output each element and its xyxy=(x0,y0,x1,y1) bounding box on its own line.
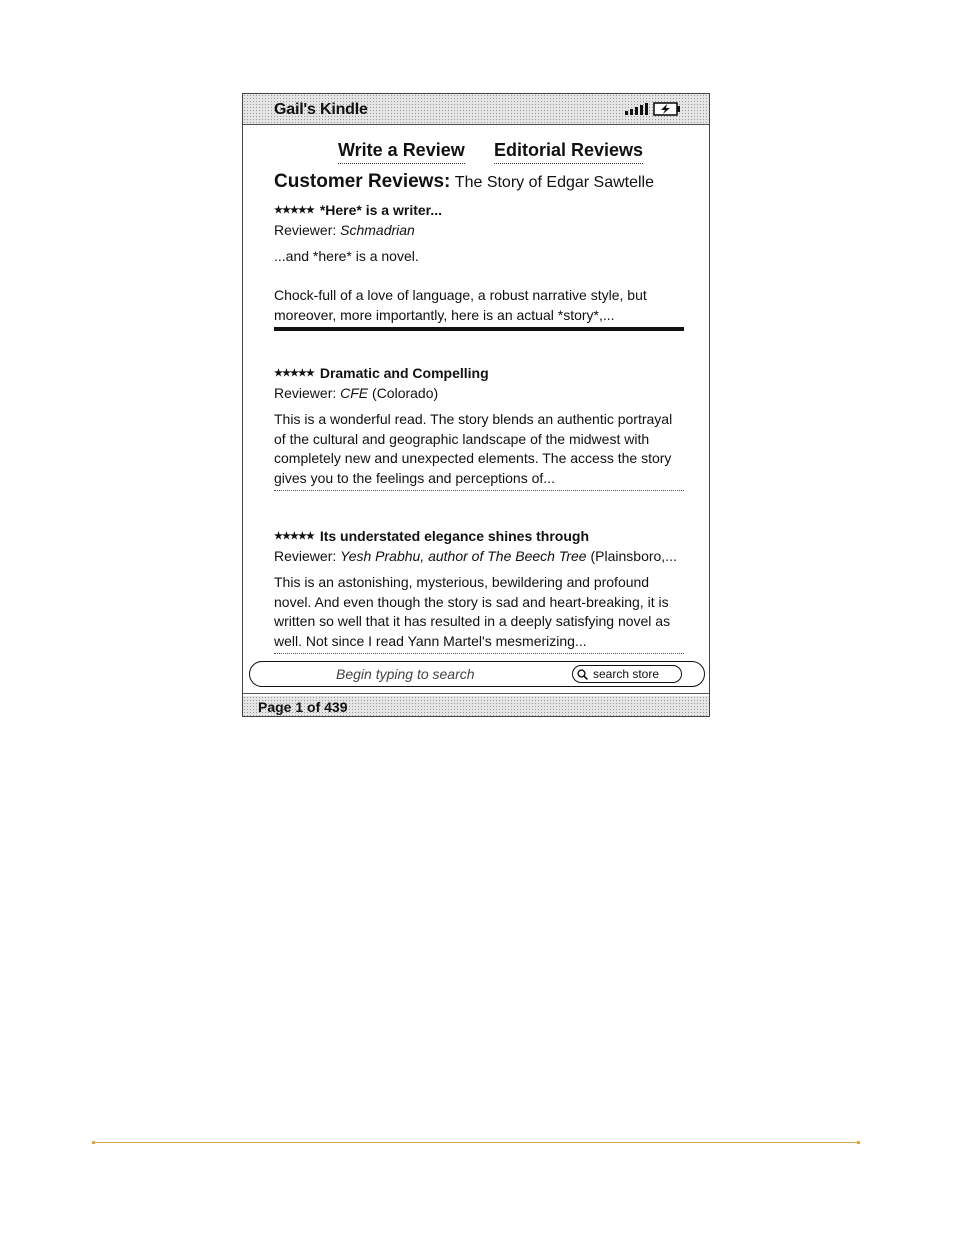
reviewer-label: Reviewer: xyxy=(274,547,337,564)
magnifier-icon xyxy=(577,669,588,680)
kindle-screen xyxy=(242,93,710,717)
search-store-button[interactable] xyxy=(572,665,682,683)
review-paragraph: This is a wonderful read. The story blends an authentic portrayal of the cultural and geographic landscape of the midwest with completely new and unexpected elements. The access the story gives you to the feelings and perceptions of... xyxy=(274,411,673,486)
review-item[interactable] xyxy=(274,364,684,491)
reviewer-name: Schmadrian xyxy=(340,221,415,238)
review-excerpt xyxy=(274,573,684,653)
search-bar[interactable] xyxy=(249,661,705,687)
footer-divider xyxy=(243,693,709,694)
review-excerpt xyxy=(274,410,684,490)
star-rating-icon: ★★★★★ xyxy=(274,531,314,542)
review-title: *Here* is a writer... xyxy=(319,202,443,218)
star-rating-icon: ★★★★★ xyxy=(274,205,314,216)
review-paragraph: ...and *here* is a novel. xyxy=(274,248,419,265)
page-title xyxy=(274,171,654,193)
title-bar xyxy=(243,94,709,125)
reviewer-line xyxy=(274,384,684,404)
review-paragraph: This is an astonishing, mysterious, bewildering and profound novel. And even though the story is sad and heart-breaking, it is written so well that it has resulted in a deeply satisfying novel as well. Not since I read Yann Martel's mesmerizing... xyxy=(274,574,671,649)
review-paragraph: Chock-full of a love of language, a robust narrative style, but moreover, more importantly, here is an actual *story*,... xyxy=(274,287,647,323)
page-footer-rule xyxy=(93,1142,859,1143)
search-store-label: search store xyxy=(593,667,660,681)
status-bar xyxy=(243,696,709,717)
write-review-link[interactable]: Write a Review xyxy=(338,140,465,164)
reviewer-line xyxy=(274,221,684,241)
device-name: Gail's Kindle xyxy=(274,101,368,118)
review-item[interactable] xyxy=(274,201,684,331)
battery-charging-icon xyxy=(653,102,681,116)
editorial-reviews-link[interactable]: Editorial Reviews xyxy=(494,140,643,164)
book-title: The Story of Edgar Sawtelle xyxy=(454,174,655,191)
reviewer-label: Reviewer: xyxy=(274,221,337,238)
reviewer-name: CFE xyxy=(340,384,369,401)
page-indicator: Page 1 of 439 xyxy=(258,699,348,715)
review-title: Its understated elegance shines through xyxy=(319,528,589,544)
review-title-row xyxy=(274,201,684,221)
review-title: Dramatic and Compelling xyxy=(319,365,489,381)
reviewer-label: Reviewer: xyxy=(274,384,337,401)
reviewer-line xyxy=(274,547,684,567)
signal-strength-icon xyxy=(625,103,648,115)
review-item[interactable] xyxy=(274,527,684,654)
reviewer-location: (Plainsboro,... xyxy=(590,547,677,564)
review-excerpt xyxy=(274,247,684,330)
review-title-row xyxy=(274,527,684,547)
reviewer-location: (Colorado) xyxy=(372,384,439,401)
customer-reviews-label: Customer Reviews: xyxy=(274,171,451,192)
reviewer-name: Yesh Prabhu, author of The Beech Tree xyxy=(340,547,587,564)
review-title-row xyxy=(274,364,684,384)
star-rating-icon: ★★★★★ xyxy=(274,368,314,379)
search-input-placeholder[interactable]: Begin typing to search xyxy=(336,666,475,682)
